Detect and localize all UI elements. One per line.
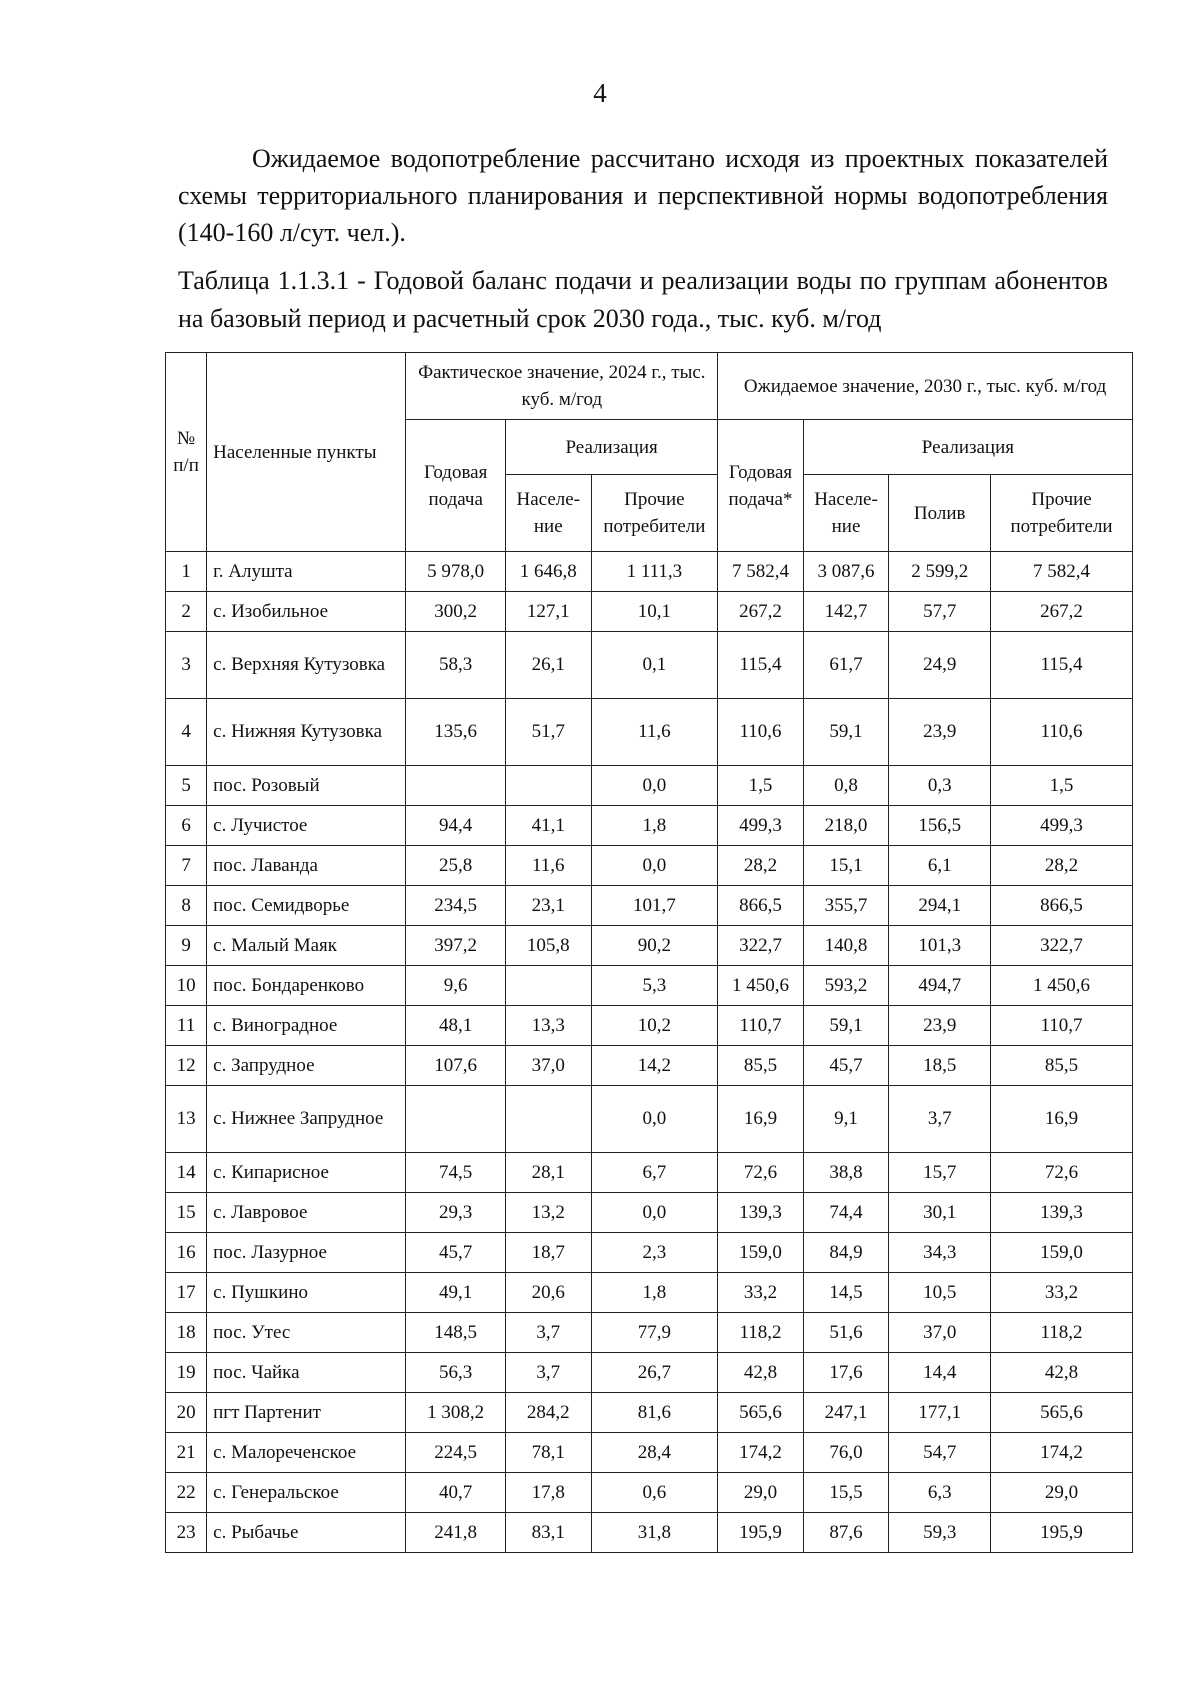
cell-expected-supply: 1 450,6 (718, 966, 804, 1006)
cell-actual-population: 13,3 (505, 1006, 591, 1046)
table-caption: Таблица 1.1.3.1 - Годовой баланс подачи и реализации воды по группам абонентов на базовый период и расчетный срок 2030 года., тыс. куб. м/год (178, 266, 1108, 333)
cell-expected-irrigation: 24,9 (889, 632, 991, 699)
cell-actual-supply: 48,1 (406, 1006, 506, 1046)
cell-expected-irrigation: 37,0 (889, 1313, 991, 1353)
cell-actual-population: 83,1 (505, 1513, 591, 1553)
water-balance-table (165, 352, 1133, 1553)
cell-actual-supply: 1 308,2 (406, 1393, 506, 1433)
cell-expected-population: 14,5 (803, 1273, 889, 1313)
cell-row-number: 16 (166, 1233, 207, 1273)
cell-actual-supply: 40,7 (406, 1473, 506, 1513)
cell-actual-population: 17,8 (505, 1473, 591, 1513)
cell-expected-supply: 322,7 (718, 926, 804, 966)
cell-expected-supply: 499,3 (718, 806, 804, 846)
cell-expected-other: 499,3 (991, 806, 1133, 846)
cell-expected-supply: 159,0 (718, 1233, 804, 1273)
cell-actual-other: 0,0 (591, 1086, 718, 1153)
table-row (166, 966, 1133, 1006)
header-actual-population: Населе-ние (505, 475, 591, 552)
cell-expected-population: 84,9 (803, 1233, 889, 1273)
cell-actual-population (505, 966, 591, 1006)
cell-actual-other: 1 111,3 (591, 552, 718, 592)
cell-row-number: 22 (166, 1473, 207, 1513)
cell-expected-supply: 1,5 (718, 766, 804, 806)
cell-expected-other: 174,2 (991, 1433, 1133, 1473)
cell-actual-supply: 234,5 (406, 886, 506, 926)
cell-row-number: 3 (166, 632, 207, 699)
cell-settlement-name: пос. Розовый (207, 766, 406, 806)
cell-actual-population: 18,7 (505, 1233, 591, 1273)
cell-actual-supply: 224,5 (406, 1433, 506, 1473)
cell-expected-supply: 33,2 (718, 1273, 804, 1313)
cell-expected-other: 159,0 (991, 1233, 1133, 1273)
cell-expected-irrigation: 0,3 (889, 766, 991, 806)
table-row (166, 1193, 1133, 1233)
cell-actual-supply: 135,6 (406, 699, 506, 766)
cell-actual-other: 90,2 (591, 926, 718, 966)
cell-expected-supply: 174,2 (718, 1433, 804, 1473)
cell-actual-population: 3,7 (505, 1353, 591, 1393)
cell-expected-other: 7 582,4 (991, 552, 1133, 592)
cell-row-number: 20 (166, 1393, 207, 1433)
cell-expected-population: 9,1 (803, 1086, 889, 1153)
cell-expected-supply: 72,6 (718, 1153, 804, 1193)
cell-expected-irrigation: 294,1 (889, 886, 991, 926)
cell-expected-irrigation: 57,7 (889, 592, 991, 632)
cell-actual-population: 37,0 (505, 1046, 591, 1086)
cell-settlement-name: пос. Семидворье (207, 886, 406, 926)
cell-expected-population: 218,0 (803, 806, 889, 846)
cell-row-number: 2 (166, 592, 207, 632)
table-row (166, 1233, 1133, 1273)
table-row (166, 1513, 1133, 1553)
cell-expected-irrigation: 59,3 (889, 1513, 991, 1553)
cell-expected-irrigation: 54,7 (889, 1433, 991, 1473)
table-row (166, 1273, 1133, 1313)
cell-expected-other: 115,4 (991, 632, 1133, 699)
cell-actual-other: 77,9 (591, 1313, 718, 1353)
cell-actual-population: 78,1 (505, 1433, 591, 1473)
cell-settlement-name: с. Лучистое (207, 806, 406, 846)
cell-actual-supply: 94,4 (406, 806, 506, 846)
cell-settlement-name: с. Изобильное (207, 592, 406, 632)
cell-row-number: 9 (166, 926, 207, 966)
cell-actual-supply: 5 978,0 (406, 552, 506, 592)
cell-actual-supply: 58,3 (406, 632, 506, 699)
cell-actual-supply: 49,1 (406, 1273, 506, 1313)
header-settlements: Населенные пункты (207, 353, 406, 552)
cell-row-number: 11 (166, 1006, 207, 1046)
cell-row-number: 10 (166, 966, 207, 1006)
cell-settlement-name: пос. Утес (207, 1313, 406, 1353)
cell-actual-supply: 300,2 (406, 592, 506, 632)
cell-row-number: 15 (166, 1193, 207, 1233)
cell-expected-population: 140,8 (803, 926, 889, 966)
cell-actual-supply: 74,5 (406, 1153, 506, 1193)
table-row (166, 1313, 1133, 1353)
cell-row-number: 1 (166, 552, 207, 592)
table-row (166, 1353, 1133, 1393)
cell-expected-population: 51,6 (803, 1313, 889, 1353)
cell-actual-population: 28,1 (505, 1153, 591, 1193)
cell-expected-population: 142,7 (803, 592, 889, 632)
cell-actual-population: 20,6 (505, 1273, 591, 1313)
cell-row-number: 14 (166, 1153, 207, 1193)
cell-actual-other: 31,8 (591, 1513, 718, 1553)
cell-actual-population: 284,2 (505, 1393, 591, 1433)
cell-actual-other: 14,2 (591, 1046, 718, 1086)
cell-expected-other: 110,7 (991, 1006, 1133, 1046)
cell-row-number: 7 (166, 846, 207, 886)
cell-settlement-name: пос. Бондаренково (207, 966, 406, 1006)
table-row (166, 926, 1133, 966)
cell-expected-supply: 110,7 (718, 1006, 804, 1046)
cell-expected-supply: 115,4 (718, 632, 804, 699)
cell-actual-population: 51,7 (505, 699, 591, 766)
cell-actual-other: 6,7 (591, 1153, 718, 1193)
header-actual-other: Прочие потребители (591, 475, 718, 552)
cell-expected-supply: 118,2 (718, 1313, 804, 1353)
header-expected-population: Населе-ние (803, 475, 889, 552)
cell-row-number: 6 (166, 806, 207, 846)
cell-settlement-name: пос. Чайка (207, 1353, 406, 1393)
cell-settlement-name: с. Нижнее Запрудное (207, 1086, 406, 1153)
header-expected-irrigation: Полив (889, 475, 991, 552)
cell-expected-population: 59,1 (803, 699, 889, 766)
cell-expected-other: 42,8 (991, 1353, 1133, 1393)
cell-actual-supply: 241,8 (406, 1513, 506, 1553)
cell-expected-irrigation: 23,9 (889, 1006, 991, 1046)
cell-row-number: 13 (166, 1086, 207, 1153)
table-row (166, 1393, 1133, 1433)
table-row (166, 632, 1133, 699)
cell-settlement-name: с. Малореченское (207, 1433, 406, 1473)
cell-actual-supply: 56,3 (406, 1353, 506, 1393)
cell-expected-supply: 110,6 (718, 699, 804, 766)
cell-settlement-name: с. Виноградное (207, 1006, 406, 1046)
cell-row-number: 4 (166, 699, 207, 766)
cell-expected-supply: 85,5 (718, 1046, 804, 1086)
cell-actual-supply (406, 1086, 506, 1153)
table-row (166, 806, 1133, 846)
cell-row-number: 5 (166, 766, 207, 806)
cell-expected-irrigation: 494,7 (889, 966, 991, 1006)
table-row (166, 592, 1133, 632)
header-num: № п/п (166, 353, 207, 552)
cell-expected-irrigation: 34,3 (889, 1233, 991, 1273)
cell-actual-supply: 45,7 (406, 1233, 506, 1273)
table-row (166, 1433, 1133, 1473)
cell-expected-other: 16,9 (991, 1086, 1133, 1153)
header-expected-other: Прочие потребители (991, 475, 1133, 552)
table-row (166, 1046, 1133, 1086)
cell-row-number: 8 (166, 886, 207, 926)
cell-actual-other: 26,7 (591, 1353, 718, 1393)
table-row (166, 846, 1133, 886)
cell-actual-other: 10,1 (591, 592, 718, 632)
cell-settlement-name: с. Кипарисное (207, 1153, 406, 1193)
cell-actual-supply (406, 766, 506, 806)
table-row (166, 1153, 1133, 1193)
cell-settlement-name: с. Запрудное (207, 1046, 406, 1086)
cell-expected-supply: 28,2 (718, 846, 804, 886)
header-actual-2024: Фактическое значение, 2024 г., тыс. куб. м/год (406, 353, 718, 420)
cell-expected-irrigation: 15,7 (889, 1153, 991, 1193)
cell-expected-irrigation: 18,5 (889, 1046, 991, 1086)
cell-settlement-name: пос. Лазурное (207, 1233, 406, 1273)
cell-expected-population: 355,7 (803, 886, 889, 926)
cell-actual-other: 0,0 (591, 766, 718, 806)
cell-expected-population: 247,1 (803, 1393, 889, 1433)
cell-expected-other: 29,0 (991, 1473, 1133, 1513)
cell-settlement-name: с. Нижняя Кутузовка (207, 699, 406, 766)
cell-expected-other: 139,3 (991, 1193, 1133, 1233)
cell-expected-irrigation: 23,9 (889, 699, 991, 766)
cell-expected-irrigation: 10,5 (889, 1273, 991, 1313)
cell-actual-supply: 148,5 (406, 1313, 506, 1353)
cell-expected-other: 1,5 (991, 766, 1133, 806)
table-row (166, 552, 1133, 592)
cell-actual-supply: 9,6 (406, 966, 506, 1006)
cell-actual-other: 11,6 (591, 699, 718, 766)
cell-expected-population: 76,0 (803, 1433, 889, 1473)
cell-actual-other: 1,8 (591, 806, 718, 846)
cell-actual-other: 5,3 (591, 966, 718, 1006)
header-actual-supply: Годовая подача (406, 420, 506, 552)
cell-expected-other: 85,5 (991, 1046, 1133, 1086)
cell-expected-other: 28,2 (991, 846, 1133, 886)
cell-actual-supply: 29,3 (406, 1193, 506, 1233)
table-row (166, 1086, 1133, 1153)
cell-actual-population: 127,1 (505, 592, 591, 632)
cell-actual-supply: 397,2 (406, 926, 506, 966)
cell-expected-other: 565,6 (991, 1393, 1133, 1433)
header-expected-2030: Ожидаемое значение, 2030 г., тыс. куб. м/год (718, 353, 1133, 420)
cell-actual-supply: 107,6 (406, 1046, 506, 1086)
cell-actual-other: 0,0 (591, 846, 718, 886)
table-body (166, 552, 1133, 1553)
cell-expected-population: 17,6 (803, 1353, 889, 1393)
cell-row-number: 18 (166, 1313, 207, 1353)
cell-actual-population: 41,1 (505, 806, 591, 846)
cell-actual-population (505, 766, 591, 806)
cell-expected-irrigation: 14,4 (889, 1353, 991, 1393)
cell-actual-population: 11,6 (505, 846, 591, 886)
cell-actual-population (505, 1086, 591, 1153)
cell-settlement-name: с. Пушкино (207, 1273, 406, 1313)
cell-expected-supply: 195,9 (718, 1513, 804, 1553)
cell-expected-population: 593,2 (803, 966, 889, 1006)
cell-actual-population: 26,1 (505, 632, 591, 699)
cell-expected-supply: 29,0 (718, 1473, 804, 1513)
cell-settlement-name: г. Алушта (207, 552, 406, 592)
cell-row-number: 23 (166, 1513, 207, 1553)
cell-expected-irrigation: 30,1 (889, 1193, 991, 1233)
cell-settlement-name: пос. Лаванда (207, 846, 406, 886)
cell-expected-population: 45,7 (803, 1046, 889, 1086)
cell-expected-irrigation: 156,5 (889, 806, 991, 846)
cell-expected-population: 15,1 (803, 846, 889, 886)
cell-settlement-name: пгт Партенит (207, 1393, 406, 1433)
cell-actual-other: 0,0 (591, 1193, 718, 1233)
cell-expected-population: 0,8 (803, 766, 889, 806)
cell-expected-supply: 139,3 (718, 1193, 804, 1233)
cell-expected-supply: 16,9 (718, 1086, 804, 1153)
table-row (166, 1006, 1133, 1046)
cell-expected-population: 59,1 (803, 1006, 889, 1046)
cell-actual-other: 28,4 (591, 1433, 718, 1473)
cell-row-number: 19 (166, 1353, 207, 1393)
cell-actual-population: 23,1 (505, 886, 591, 926)
cell-expected-other: 866,5 (991, 886, 1133, 926)
cell-settlement-name: с. Верхняя Кутузовка (207, 632, 406, 699)
cell-actual-other: 2,3 (591, 1233, 718, 1273)
cell-row-number: 17 (166, 1273, 207, 1313)
table-row (166, 1473, 1133, 1513)
cell-expected-population: 87,6 (803, 1513, 889, 1553)
header-actual-realization: Реализация (505, 420, 717, 475)
cell-expected-irrigation: 101,3 (889, 926, 991, 966)
cell-expected-population: 3 087,6 (803, 552, 889, 592)
cell-expected-population: 61,7 (803, 632, 889, 699)
cell-expected-other: 110,6 (991, 699, 1133, 766)
cell-expected-irrigation: 2 599,2 (889, 552, 991, 592)
header-expected-supply: Годовая подача* (718, 420, 804, 552)
cell-actual-other: 0,6 (591, 1473, 718, 1513)
cell-expected-other: 118,2 (991, 1313, 1133, 1353)
cell-settlement-name: с. Генеральское (207, 1473, 406, 1513)
cell-actual-supply: 25,8 (406, 846, 506, 886)
cell-actual-other: 101,7 (591, 886, 718, 926)
cell-actual-other: 1,8 (591, 1273, 718, 1313)
cell-settlement-name: с. Малый Маяк (207, 926, 406, 966)
cell-actual-other: 10,2 (591, 1006, 718, 1046)
cell-actual-population: 3,7 (505, 1313, 591, 1353)
cell-row-number: 12 (166, 1046, 207, 1086)
cell-expected-other: 1 450,6 (991, 966, 1133, 1006)
cell-expected-supply: 267,2 (718, 592, 804, 632)
cell-expected-other: 195,9 (991, 1513, 1133, 1553)
cell-expected-supply: 565,6 (718, 1393, 804, 1433)
cell-actual-population: 13,2 (505, 1193, 591, 1233)
cell-expected-irrigation: 6,3 (889, 1473, 991, 1513)
cell-actual-population: 1 646,8 (505, 552, 591, 592)
cell-expected-population: 15,5 (803, 1473, 889, 1513)
cell-row-number: 21 (166, 1433, 207, 1473)
cell-actual-other: 0,1 (591, 632, 718, 699)
cell-expected-other: 322,7 (991, 926, 1133, 966)
cell-settlement-name: с. Рыбачье (207, 1513, 406, 1553)
cell-actual-population: 105,8 (505, 926, 591, 966)
cell-expected-supply: 7 582,4 (718, 552, 804, 592)
header-expected-realization: Реализация (803, 420, 1132, 475)
cell-expected-irrigation: 177,1 (889, 1393, 991, 1433)
table-row (166, 886, 1133, 926)
cell-expected-other: 267,2 (991, 592, 1133, 632)
cell-expected-other: 72,6 (991, 1153, 1133, 1193)
table-row (166, 699, 1133, 766)
cell-actual-other: 81,6 (591, 1393, 718, 1433)
cell-expected-supply: 42,8 (718, 1353, 804, 1393)
cell-settlement-name: с. Лавровое (207, 1193, 406, 1233)
cell-expected-irrigation: 6,1 (889, 846, 991, 886)
cell-expected-supply: 866,5 (718, 886, 804, 926)
intro-paragraph: Ожидаемое водопотребление рассчитано исходя из проектных показателей схемы территориального планирования и перспективной нормы водопотребления (140-160 л/сут. чел.). (178, 144, 1108, 247)
table-row (166, 766, 1133, 806)
cell-expected-population: 38,8 (803, 1153, 889, 1193)
page-number: 4 (593, 78, 607, 108)
cell-expected-other: 33,2 (991, 1273, 1133, 1313)
cell-expected-irrigation: 3,7 (889, 1086, 991, 1153)
cell-expected-population: 74,4 (803, 1193, 889, 1233)
